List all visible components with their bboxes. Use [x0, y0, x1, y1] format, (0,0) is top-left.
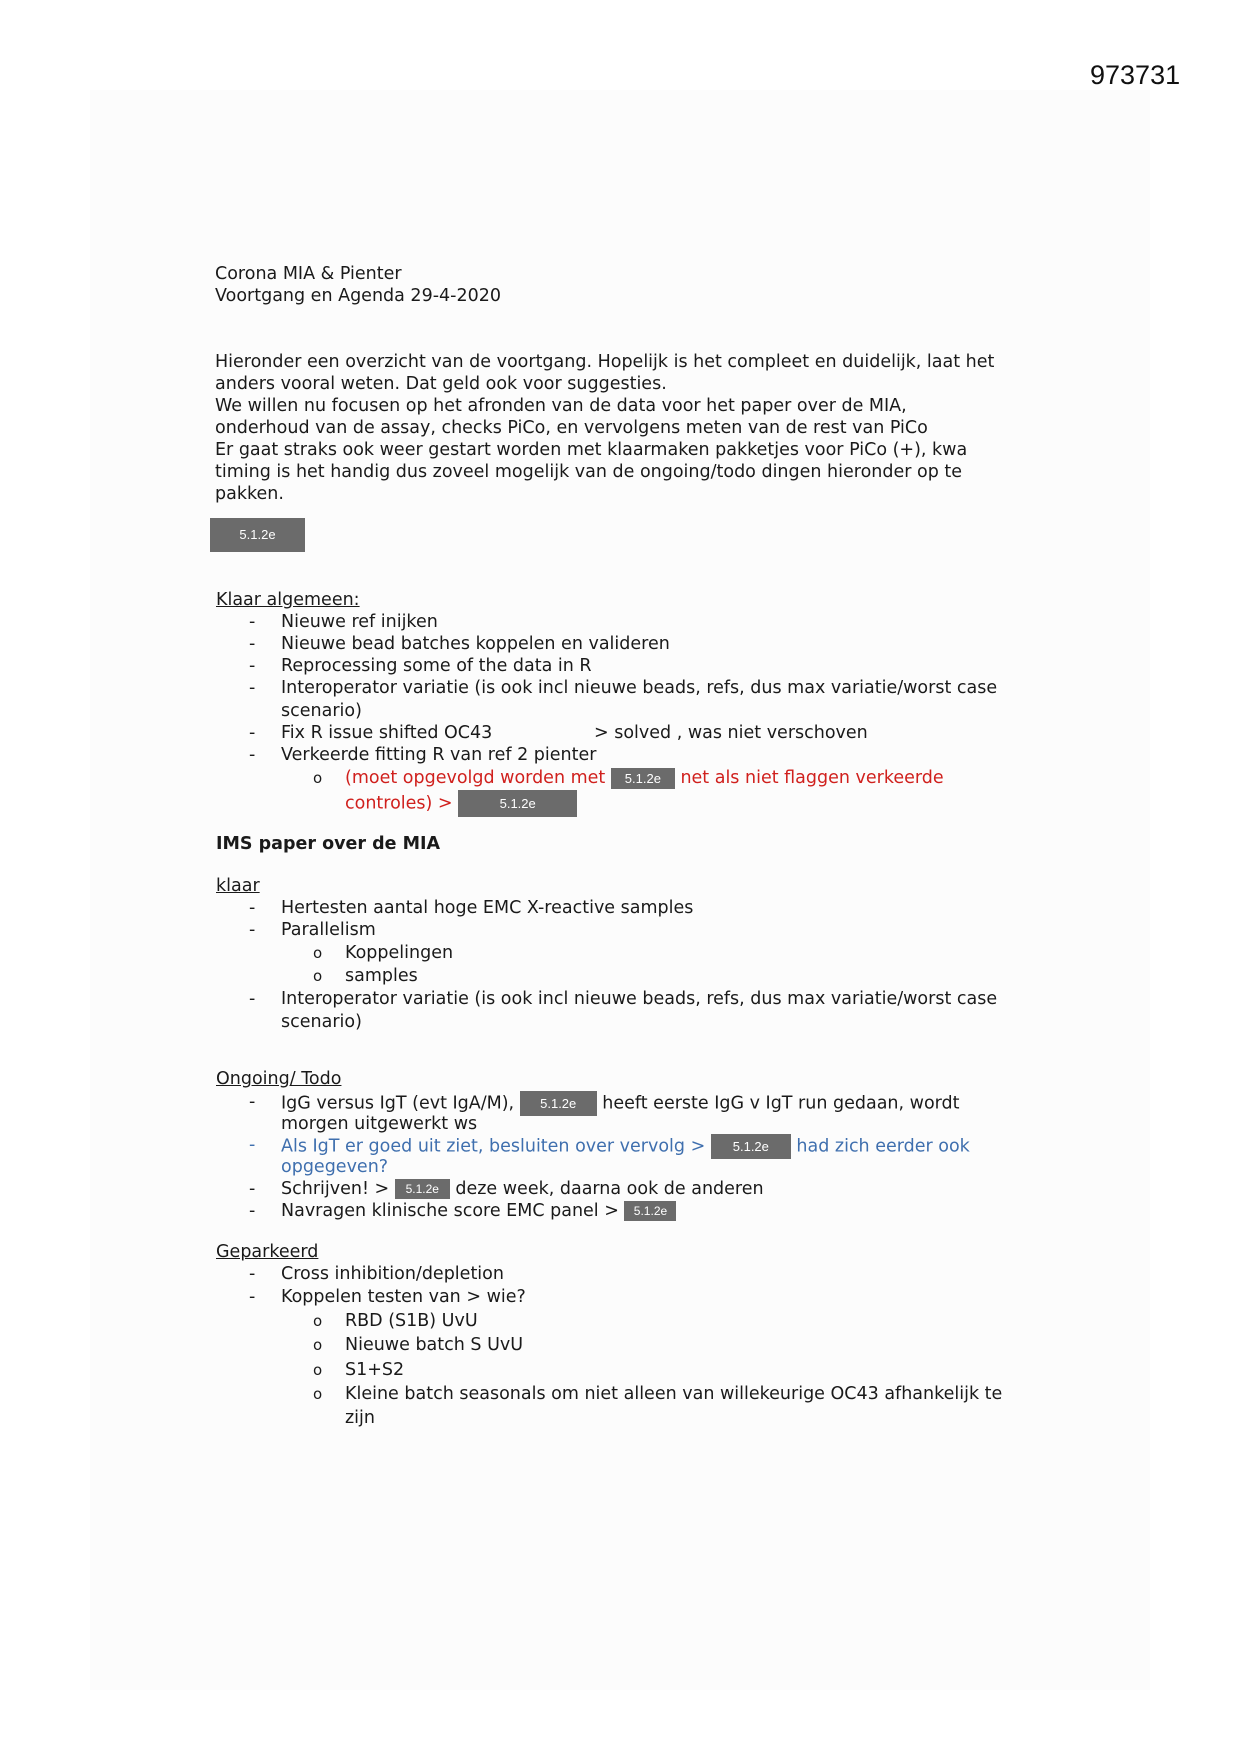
- intro-line: pakken.: [215, 484, 284, 504]
- circle-bullet: o: [313, 967, 323, 985]
- list-item-continuation: scenario): [281, 701, 362, 721]
- sub-item: Nieuwe batch S UvU: [345, 1335, 524, 1355]
- intro-line: anders vooral weten. Dat geld ook voor suggesties.: [215, 374, 667, 394]
- sub-item-red-text: controles) >: [345, 793, 453, 814]
- list-item: Fix R issue shifted OC43: [281, 723, 493, 743]
- list-item: [281, 1178, 764, 1200]
- dash-bullet: -: [249, 1179, 256, 1199]
- circle-bullet: o: [313, 1361, 323, 1379]
- list-item: Interoperator variatie (is ook incl nieuwe beads, refs, dus max variatie/worst case: [281, 989, 998, 1009]
- redaction-box: 5.1.2e: [611, 768, 675, 789]
- list-item: Nieuwe ref inijken: [281, 612, 438, 632]
- sub-item: Kleine batch seasonals om niet alleen van willekeurige OC43 afhankelijk te: [345, 1384, 1003, 1404]
- list-item-continuation: scenario): [281, 1012, 362, 1032]
- sub-item-red-text: (moet opgevolgd worden met: [345, 768, 606, 788]
- sub-item-red-text: net als niet flaggen verkeerde: [680, 768, 944, 788]
- intro-line: Er gaat straks ook weer gestart worden met klaarmaken pakketjes voor PiCo (+), kwa: [215, 440, 968, 460]
- list-item-text: IgG versus IgT (evt IgA/M),: [281, 1093, 515, 1114]
- sub-item: samples: [345, 966, 418, 986]
- dash-bullet: -: [249, 989, 256, 1009]
- list-item-note: > solved , was niet verschoven: [594, 723, 868, 743]
- redaction-box: 5.1.2e: [458, 790, 577, 817]
- dash-bullet: -: [249, 1135, 256, 1155]
- list-item: Verkeerde fitting R van ref 2 pienter: [281, 745, 597, 765]
- ims-klaar-heading: klaar: [216, 876, 260, 896]
- dash-bullet: -: [249, 898, 256, 918]
- list-item-continuation: morgen uitgewerkt ws: [281, 1114, 478, 1134]
- intro-line: Hieronder een overzicht van de voortgang. Hopelijk is het compleet en duidelijk, laat het: [215, 352, 995, 372]
- sub-item-red: [345, 767, 944, 789]
- dash-bullet: -: [249, 723, 256, 743]
- redaction-box: 5.1.2e: [711, 1134, 791, 1159]
- dash-bullet: -: [249, 1264, 256, 1284]
- ongoing-heading: Ongoing/ Todo: [216, 1069, 342, 1089]
- list-item: Koppelen testen van > wie?: [281, 1287, 526, 1307]
- list-item-text: deze week, daarna ook de anderen: [455, 1179, 764, 1199]
- klaar-algemeen-heading: Klaar algemeen:: [216, 590, 360, 610]
- redaction-box: 5.1.2e: [520, 1091, 597, 1116]
- list-item-text: heeft eerste IgG v IgT run gedaan, wordt: [602, 1093, 960, 1114]
- list-item: [281, 1200, 676, 1222]
- intro-line: onderhoud van de assay, checks PiCo, en vervolgens meten van de rest van PiCo: [215, 418, 928, 438]
- ims-heading: IMS paper over de MIA: [216, 834, 441, 854]
- sub-item: S1+S2: [345, 1360, 405, 1380]
- sub-item-continuation: zijn: [345, 1408, 376, 1428]
- sub-item: Koppelingen: [345, 943, 454, 963]
- dash-bullet: -: [249, 634, 256, 654]
- circle-bullet: o: [313, 769, 323, 787]
- dash-bullet: -: [249, 1287, 256, 1307]
- dash-bullet: -: [249, 1201, 256, 1221]
- list-item: Cross inhibition/depletion: [281, 1264, 504, 1284]
- dash-bullet: -: [249, 656, 256, 676]
- dash-bullet: -: [249, 745, 256, 765]
- list-item: Nieuwe bead batches koppelen en valideren: [281, 634, 670, 654]
- list-item-text: had zich eerder ook: [796, 1136, 970, 1157]
- doc-subtitle: Voortgang en Agenda 29-4-2020: [215, 286, 501, 306]
- list-item-text: Schrijven! >: [281, 1179, 390, 1199]
- doc-title: Corona MIA & Pienter: [215, 264, 402, 284]
- redaction-box: 5.1.2e: [395, 1179, 450, 1199]
- dash-bullet: -: [249, 1092, 256, 1112]
- list-item: Parallelism: [281, 920, 376, 940]
- redaction-box: 5.1.2e: [624, 1201, 676, 1221]
- list-item: Hertesten aantal hoge EMC X-reactive samples: [281, 898, 694, 918]
- dash-bullet: -: [249, 920, 256, 940]
- intro-line: timing is het handig dus zoveel mogelijk van de ongoing/todo dingen hieronder op te: [215, 462, 963, 482]
- circle-bullet: o: [313, 944, 323, 962]
- sub-item-red: [345, 790, 577, 817]
- sub-item: RBD (S1B) UvU: [345, 1311, 478, 1331]
- document-number: 973731: [1090, 60, 1181, 90]
- dash-bullet: -: [249, 678, 256, 698]
- list-item-text: Navragen klinische score EMC panel >: [281, 1201, 619, 1221]
- circle-bullet: o: [313, 1385, 323, 1403]
- list-item-text: Als IgT er goed uit ziet, besluiten over vervolg >: [281, 1136, 706, 1157]
- list-item-continuation: opgegeven?: [281, 1157, 389, 1177]
- list-item: Interoperator variatie (is ook incl nieuwe beads, refs, dus max variatie/worst case: [281, 678, 998, 698]
- dash-bullet: -: [249, 612, 256, 632]
- geparkeerd-heading: Geparkeerd: [216, 1242, 319, 1262]
- circle-bullet: o: [313, 1336, 323, 1354]
- intro-line: We willen nu focusen op het afronden van de data voor het paper over de MIA,: [215, 396, 907, 416]
- list-item: Reprocessing some of the data in R: [281, 656, 592, 676]
- circle-bullet: o: [313, 1312, 323, 1330]
- redaction-box: 5.1.2e: [210, 518, 305, 552]
